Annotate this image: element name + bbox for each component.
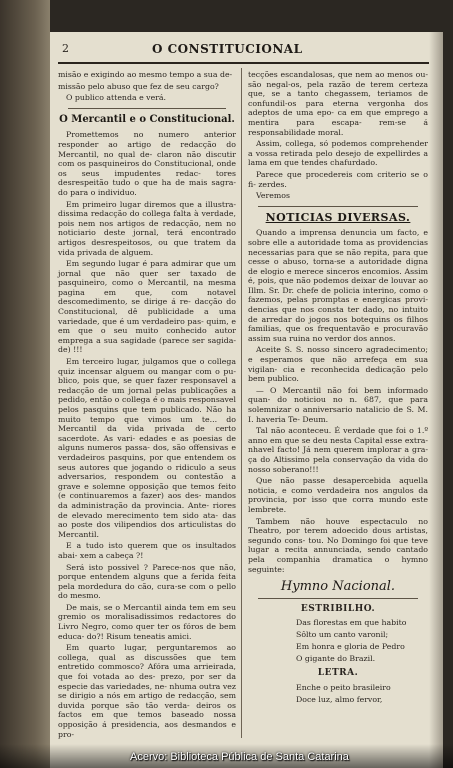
- article-paragraph: E a tudo isto querem que os insultados abai- xem a cabeça ?!: [58, 541, 236, 560]
- section-divider: [68, 108, 226, 109]
- archive-credit: Acervo: Biblioteca Pública de Santa Catarina: [130, 751, 349, 763]
- section-divider: [258, 206, 418, 207]
- refrain-line: Sôlto um canto varonil;: [296, 630, 389, 640]
- news-paragraph: — O Mercantil não foi bem informado quan- do noticiou no n. 687, que para solemnizar o anniversario natalicio de S. M. I. haveria Te- Deum.: [248, 385, 428, 424]
- header-rule: [58, 62, 429, 64]
- news-paragraph: Quando a imprensa denuncia um facto, e sobre elle a autoridade toma as providencias necessarias para que se não repita, para que cesse o abuso, torna-se a autoridade digna de elogio e merece sinceros encomios. Assim é, pois, que não podemos deixar de louvar ao Illm. Sr. Dr. chefe de policia interino, como o fazemos, pelas promptas e energicas provi- dencias que nos consta ter dado, no intuito de arredar do jogos nos botequins os filhos familias, que os frequentavão e procuravão assim sua ruina no verdor dos annos.: [248, 228, 428, 343]
- news-paragraph: Aceite S. S. nosso sincero agradecimento; e esperamos que não arrefeça em sua vigilan- cia e reconhecida dedicação pelo bem publico.: [248, 345, 428, 384]
- intro-line: misão e exigindo ao mesmo tempo a sua de-: [58, 70, 233, 79]
- news-paragraph: Que não passe desapercebida aquella noticia, e como verdadeira nos angulos da provincia, por isso que corra mundo este lembrete.: [248, 476, 428, 514]
- page-number: 2: [62, 42, 69, 55]
- refrain-line: Das florestas em que habito: [296, 618, 407, 628]
- section-title-mercantil: O Mercantil e o Constitucional.: [59, 113, 235, 125]
- lyrics-label: LETRA.: [317, 668, 359, 679]
- refrain-line: O gigante do Brazil.: [296, 653, 376, 663]
- section-title-noticias: NOTICIAS DIVERSAS.: [265, 210, 411, 224]
- column-divider: [241, 68, 242, 738]
- footer-shade: [0, 744, 453, 768]
- newspaper-page: [50, 32, 443, 768]
- article-paragraph: Em terceiro lugar, julgamos que o collega quiz incensar alguem ou mangar com o pu- blico, pois que, se quer fazer responsavel a redacção de um jornal pelas publicações a pedido, então o collega é o mais responsavel pelos pasquins que tem publicado. Não ha muito tempo que vimos um te... do Mercantil da vida privada de certo sacerdote. As vari- edades e as poesias de alguns numeros passa- dos, são offensivas e verdadeiros pasquins, por que entendem os seus autores que jogando o ridiculo a seus adversarios, respondem ou contestão a grave e solemne opposição que temos feito (e continuaremos a fazer) aos des- mandos da administração da provincia. Ante- riores de elevado merecimento tem sido ata- das ao poste dos vilipendios dos articulistas do Mercantil.: [58, 357, 236, 539]
- refrain-line: Em honra e gloria de Pedro: [296, 641, 405, 651]
- article-paragraph: Assim, collega, só podemos comprehender a vossa retirada pelo desejo de expellirdes a lama em que tendes chafurdado.: [248, 139, 428, 168]
- article-paragraph: Promettemos no numero anterior responder ao artigo de redacção do Mercantil, no qual de- claron não discutir com os pasquineiros do Constitucional, onde os seus impudentes redac- tores desrespeitão tudo o que ha de mais sagra- do para o individuo.: [58, 130, 236, 197]
- intro-line: O publico attenda e verá.: [66, 93, 167, 103]
- article-paragraph: Parece que procedereis com criterio se o fi- zerdes.: [248, 169, 428, 189]
- article-signoff: Veremos: [256, 191, 290, 201]
- news-paragraph: Tal não aconteceu. É verdade que foi o 1.º anno em que se deu nesta Capital esse extra- nhavel facto! Já nem querem implorar a gra- ça do Altissimo pela conservação da vida do nosso soberano!!!: [248, 426, 428, 474]
- article-paragraph: Em primeiro lugar diremos que a illustra- dissima redacção do collega falta à verdade, pois nem nos artigos de redacção, nem no noticiario deste jornal, terá encontrado artigos desrespeitosos, ou que tratem da vida privada de alguem.: [58, 199, 236, 257]
- hymn-title: Hymno Nacional.: [280, 579, 396, 595]
- article-paragraph: tecções escandalosas, que nem ao menos ou- são negal-os, pela razão de terem certeza que, se a tanto chegassem, teriamos de confundil-os para eterna vergonha dos adeptos de uma epo- ca em que emprego a mentira para escapa- rem-se á responsabilidade moral.: [248, 70, 428, 137]
- refrain-label: ESTRIBILHO.: [300, 603, 376, 614]
- left-column: [58, 70, 236, 741]
- masthead-title: O CONSTITUCIONAL: [152, 42, 303, 56]
- news-paragraph: Tambem não houve espectaculo no Theatro, por terem adoecido dous artistas, segundo cons- tou. No Domingo foi que teve lugar a recita annunciada, sendo cantado pela companhia dramatica o hymno seguinte:: [248, 516, 428, 574]
- lyrics-line: Doce luz, almo fervor,: [296, 694, 383, 704]
- article-paragraph: Será isto possivel ? Parece-nos que não, porque entendem alguns que a ferida feita pela mordedura do cão, cura-se com o pello do mesmo.: [58, 562, 236, 601]
- article-paragraph: Em quarto lugar, perguntaremos ao collega, qual as discussões que tem entretido commosco? Afóra uma arrieirada, que foi votada ao des- prezo, por ser da especie das variedades, ne- nhuma outra vez se dirigio a nós em artigo de redacção, sem duvida porque são tão verda- deiros os factos em que temos baseado nossa opposição á presidencia, aos desmandos e pro-: [58, 643, 236, 739]
- article-paragraph: Em segundo lugar é para admirar que um jornal que não quer ser taxado de pasquineiro, como o Mercantil, na mesma pagina em que, com notavel descomedimento, se dirige á re- dacção do Constitucional, dê publicidade a uma variedade, que é um verdadeiro pas- quim, e em que o seu muito conhecido autor emprega a sua sagidade (parece ser sagida- de) !!!: [58, 259, 236, 355]
- article-paragraph: De mais, se o Mercantil ainda tem em seu gremio os moralisadissimos redactores do Livro Negro, como quer ter os fóros de bem educa- do?! Risum teneatis amici.: [58, 602, 236, 641]
- page-header: [62, 40, 425, 60]
- lyrics-line: Enche o peito brasileiro: [296, 683, 391, 693]
- hymn-divider: [258, 598, 418, 599]
- right-column: [248, 70, 428, 707]
- page-fold-shadow: [0, 0, 50, 768]
- intro-line: missão pelo abuso que fez de seu cargo?: [58, 81, 219, 91]
